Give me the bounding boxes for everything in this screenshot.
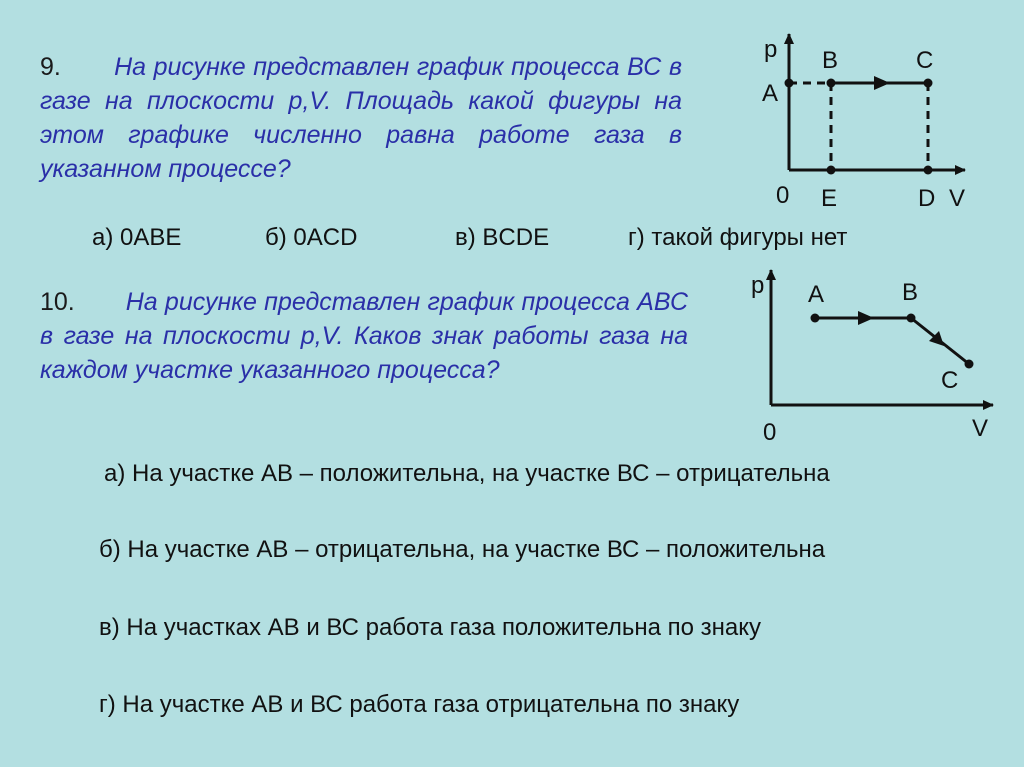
point-d	[924, 166, 933, 175]
q9-option-a[interactable]: а) 0ABE	[92, 224, 182, 251]
label-v: V	[949, 185, 966, 212]
label-p: p	[751, 272, 765, 299]
question-9-body: На рисунке представлен график процесса ВС в газе на плоскости p,V. Площадь какой фигуры на этом графике численно равна работе газа в указанном процессе?	[40, 53, 682, 183]
label-d: D	[918, 185, 936, 212]
question-9-text	[40, 50, 682, 186]
label-e: E	[821, 185, 838, 212]
point-b	[907, 314, 916, 323]
point-c	[965, 360, 974, 369]
q10-option-d[interactable]: г) На участке АВ и ВС работа газа отрицательна по знаку	[99, 691, 740, 718]
label-c: C	[941, 367, 959, 394]
question-10-number: 10.	[40, 288, 75, 316]
q9-option-b[interactable]: б) 0ACD	[265, 224, 358, 251]
q10-option-c[interactable]: в) На участках АВ и ВС работа газа положительна по знаку	[99, 614, 762, 641]
point-b	[827, 79, 836, 88]
point-e	[827, 166, 836, 175]
label-origin: 0	[763, 419, 777, 446]
q10-option-a[interactable]: а) На участке АВ – положительна, на участке ВС – отрицательна	[104, 460, 830, 487]
label-origin: 0	[776, 182, 790, 209]
label-a: A	[762, 80, 779, 107]
point-a	[811, 314, 820, 323]
pv-diagram-q9	[740, 28, 980, 218]
process-arrow-ab	[858, 311, 874, 325]
point-a	[785, 79, 794, 88]
question-10-text	[40, 285, 688, 387]
label-c: C	[916, 47, 934, 74]
label-p: p	[764, 36, 778, 63]
q9-option-c[interactable]: в) BCDE	[455, 224, 550, 251]
q9-option-d[interactable]: г) такой фигуры нет	[628, 224, 848, 251]
label-b: B	[902, 279, 919, 306]
label-v: V	[972, 415, 989, 442]
label-b: B	[822, 47, 839, 74]
point-c	[924, 79, 933, 88]
label-a: A	[808, 281, 825, 308]
question-10-body: На рисунке представлен график процесса АВС в газе на плоскости p,V. Каков знак работы газа на каждом участке указанного процесса?	[40, 288, 689, 384]
process-arrow-bc	[874, 76, 890, 90]
q10-option-b[interactable]: б) На участке АВ – отрицательна, на участке ВС – положительна	[99, 536, 826, 563]
question-9-number: 9.	[40, 53, 61, 81]
pv-diagram-q10	[740, 262, 1010, 452]
